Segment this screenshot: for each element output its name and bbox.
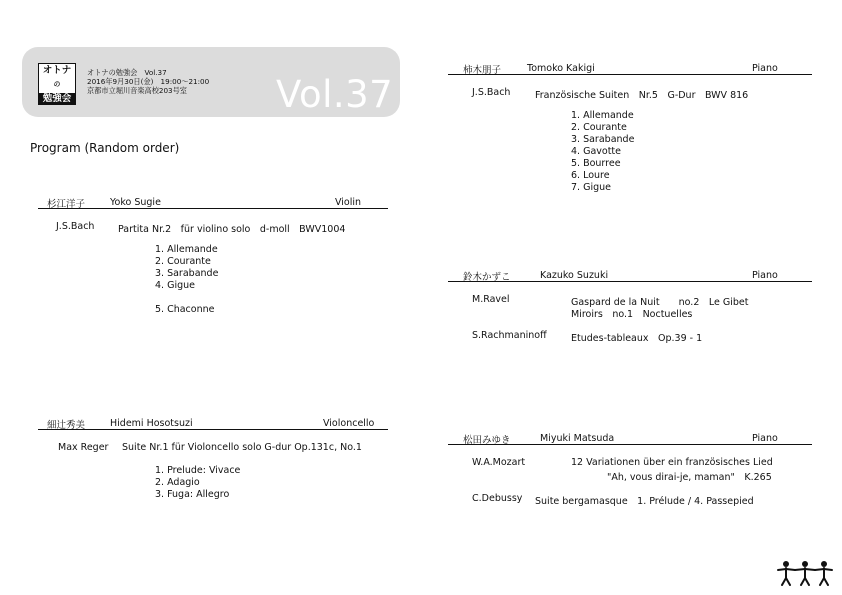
movement-item: 4. Gavotte bbox=[571, 146, 621, 157]
performer-name-ja: 細辻秀美 bbox=[47, 420, 86, 431]
piece-composer: M.Ravel bbox=[472, 294, 510, 305]
performer-instrument: Violoncello bbox=[323, 418, 375, 429]
performer-name-en: Kazuko Suzuki bbox=[540, 270, 609, 281]
event-info bbox=[87, 68, 209, 95]
piece-title: Französische Suiten Nr.5 G-Dur BWV 816 bbox=[535, 90, 749, 101]
movement-list bbox=[571, 110, 634, 194]
movement-item: 5. Chaconne bbox=[155, 304, 215, 315]
performer-name-en: Hidemi Hosotsuzi bbox=[110, 418, 193, 429]
volume-number: Vol.37 bbox=[276, 73, 394, 116]
program-title: Program (Random order) bbox=[30, 141, 180, 155]
piece-composer: Max Reger bbox=[58, 442, 109, 453]
event-title: オトナの勉強会 Vol.37 bbox=[87, 68, 167, 77]
movement-item: 7. Gigue bbox=[571, 182, 611, 193]
performer-underline bbox=[38, 429, 388, 430]
piece-title: Suite Nr.1 für Violoncello solo G-dur Op.131c, No.1 bbox=[122, 442, 362, 453]
piece-title-line-2: Miroirs no.1 Noctuelles bbox=[571, 309, 693, 320]
performer-underline bbox=[448, 74, 812, 75]
logo-line-2: の bbox=[53, 79, 61, 88]
performer-instrument: Piano bbox=[752, 270, 778, 281]
movement-item: 2. Courante bbox=[155, 256, 211, 267]
movement-item: 3. Sarabande bbox=[155, 268, 219, 279]
piece-composer: W.A.Mozart bbox=[472, 457, 526, 468]
performer-name-ja: 松田みゆき bbox=[463, 435, 511, 446]
movement-item: 1. Allemande bbox=[155, 244, 218, 255]
movement-item: 5. Bourree bbox=[571, 158, 621, 169]
performer-instrument: Piano bbox=[752, 433, 778, 444]
event-logo bbox=[38, 63, 76, 105]
performer-underline bbox=[448, 281, 812, 282]
piece-composer: J.S.Bach bbox=[56, 221, 95, 232]
performer-name-en: Miyuki Matsuda bbox=[540, 433, 615, 444]
logo-line-1: オトナ bbox=[42, 65, 72, 76]
people-icon bbox=[776, 560, 834, 586]
movement-list bbox=[155, 244, 218, 316]
performer-name-ja: 柿木朋子 bbox=[463, 65, 502, 76]
logo-line-3: 勉強会 bbox=[39, 93, 75, 105]
movement-list bbox=[155, 465, 240, 501]
piece-composer: J.S.Bach bbox=[472, 87, 511, 98]
performer-name-ja: 鈴木かずこ bbox=[463, 272, 511, 283]
piece-title: 12 Variationen über ein französisches Lied bbox=[571, 457, 773, 468]
movement-item bbox=[155, 292, 218, 304]
performer-underline bbox=[448, 444, 812, 445]
piece-composer: C.Debussy bbox=[472, 493, 523, 504]
movement-item: 2. Courante bbox=[571, 122, 627, 133]
piece-title: Partita Nr.2 für violino solo d-moll BWV1004 bbox=[118, 224, 346, 235]
performer-name-en: Tomoko Kakigi bbox=[527, 63, 595, 74]
movement-item: 3. Fuga: Allegro bbox=[155, 489, 230, 500]
piece-composer: S.Rachmaninoff bbox=[472, 330, 547, 341]
movement-item: 1. Prelude: Vivace bbox=[155, 465, 241, 476]
event-date: 2016年9月30日(金) 19:00〜21:00 bbox=[87, 77, 210, 86]
performer-name-ja: 杉江洋子 bbox=[47, 199, 86, 210]
piece-title: Gaspard de la Nuit no.2 Le Gibet bbox=[571, 297, 749, 308]
event-venue: 京都市立堀川音楽高校203号室 bbox=[87, 86, 187, 95]
performer-instrument: Violin bbox=[335, 197, 362, 208]
piece-title: Suite bergamasque 1. Prélude / 4. Passepied bbox=[535, 496, 754, 507]
performer-name-en: Yoko Sugie bbox=[110, 197, 161, 208]
movement-item: 3. Sarabande bbox=[571, 134, 635, 145]
movement-item: 4. Gigue bbox=[155, 280, 195, 291]
piece-title: Etudes-tableaux Op.39 - 1 bbox=[571, 333, 703, 344]
performer-instrument: Piano bbox=[752, 63, 778, 74]
movement-item: 2. Adagio bbox=[155, 477, 200, 488]
piece-title-line-2: "Ah, vous dirai-je, maman" K.265 bbox=[607, 472, 772, 483]
performer-underline bbox=[38, 208, 388, 209]
movement-item: 6. Loure bbox=[571, 170, 610, 181]
movement-item: 1. Allemande bbox=[571, 110, 634, 121]
